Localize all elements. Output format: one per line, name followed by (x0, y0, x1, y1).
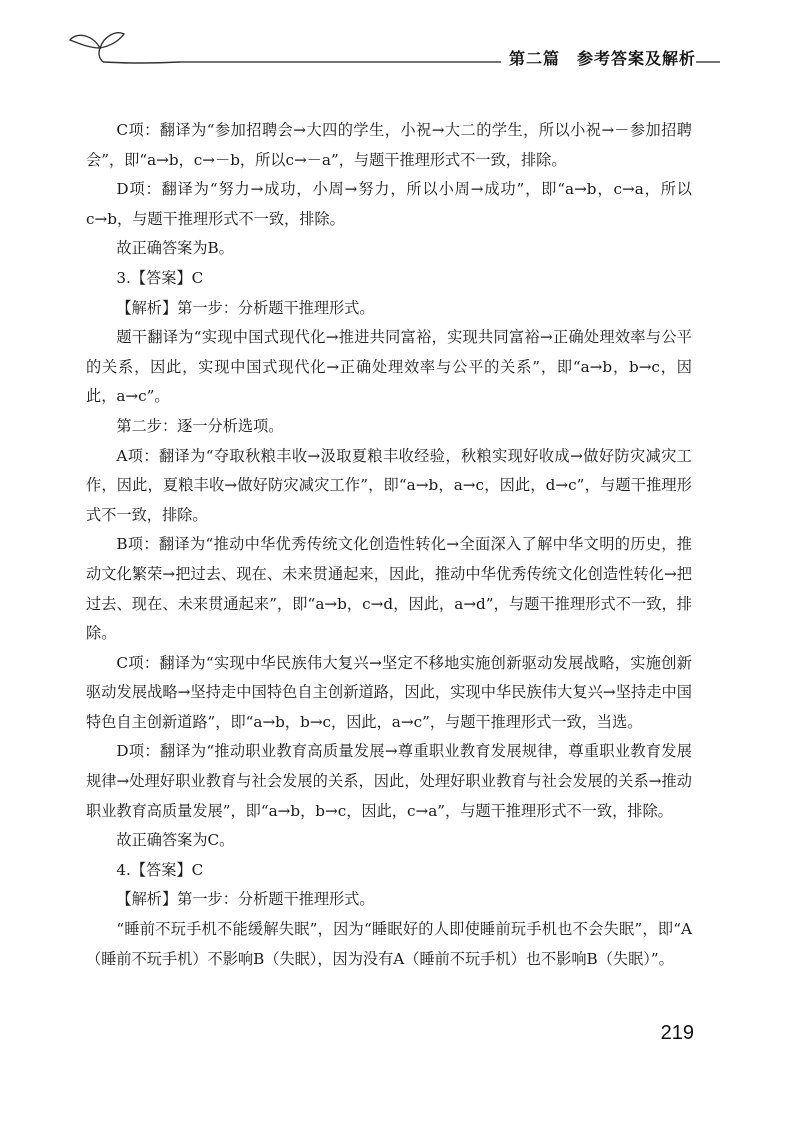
paragraph-q3-final-answer: 故正确答案为C。 (116, 831, 235, 850)
paragraph-q3-step2: 第二步：逐一分析选项。 (116, 416, 284, 435)
paragraph-q4-stem-translation: “睡前不玩手机不能缓解失眠”，因为“睡眠好的人即使睡前玩手机也不会失眠”，即“A（睡前不玩手机）不影响B（失眠），因为没有A（睡前不玩手机）也不影响B（失眠）”。 (86, 920, 692, 968)
page-number: 219 (660, 1022, 694, 1044)
paragraph-q3-answer: 3.【答案】C (116, 268, 204, 287)
paragraph-q3-option-c: C项：翻译为“实现中华民族伟大复兴→坚定不移地实施创新驱动发展战略，实施创新驱动发展战略→坚持走中国特色自主创新道路，因此，实现中华民族伟大复兴→坚持走中国特色自主创新道路”，即“a→b，b→c，因此，a→c”，与题干推理形式一致，当选。 (86, 653, 692, 731)
paragraph-q3-option-b: B项：翻译为“推动中华优秀传统文化创造性转化→全面深入了解中华文明的历史，推动文化繁荣→把过去、现在、未来贯通起来，因此，推动中华优秀传统文化创造性转化→把过去、现在、未来贯通起来”，即“a→b，c→d，因此，a→d”，与题干推理形式不一致，排除。 (86, 535, 692, 643)
paragraph-option-c-prev: C项：翻译为“参加招聘会→大四的学生，小祝→大二的学生，所以小祝→－参加招聘会”，即“a→b，c→－b，所以c→－a”，与题干推理形式不一致，排除。 (86, 121, 692, 169)
answer-explanation-body (86, 116, 692, 974)
page-header (0, 0, 800, 80)
header-title: 第二篇 参考答案及解析 (501, 46, 696, 69)
paragraph-q4-answer: 4.【答案】C (116, 860, 204, 879)
paragraph-q3-option-d: D项：翻译为“推动职业教育高质量发展→尊重职业教育发展规律，尊重职业教育发展规律→处理好职业教育与社会发展的关系，因此，处理好职业教育与社会发展的关系→推动职业教育高质量发展”，即“a→b，b→c，因此，c→a”，与题干推理形式不一致，排除。 (86, 742, 692, 820)
paragraph-q3-option-a: A项：翻译为“夺取秋粮丰收→汲取夏粮丰收经验，秋粮实现好收成→做好防灾减灾工作，因此，夏粮丰收→做好防灾减灾工作”，即“a→b，a→c，因此，d→c”，与题干推理形式不一致，排除。 (86, 446, 692, 524)
paragraph-q3-analysis-step1: 【解析】第一步：分析题干推理形式。 (116, 298, 375, 317)
paragraph-q4-analysis-step1: 【解析】第一步：分析题干推理形式。 (116, 890, 375, 909)
paragraph-q3-stem-translation: 题干翻译为“实现中国式现代化→推进共同富裕，实现共同富裕→正确处理效率与公平的关系，因此，实现中国式现代化→正确处理效率与公平的关系”，即“a→b，b→c，因此，a→c”。 (86, 328, 692, 406)
paragraph-option-d-prev: D项：翻译为“努力→成功，小周→努力，所以小周→成功”，即“a→b，c→a，所以c→b，与题干推理形式不一致，排除。 (86, 180, 692, 228)
paragraph-answer-prev: 故正确答案为B。 (116, 239, 234, 258)
